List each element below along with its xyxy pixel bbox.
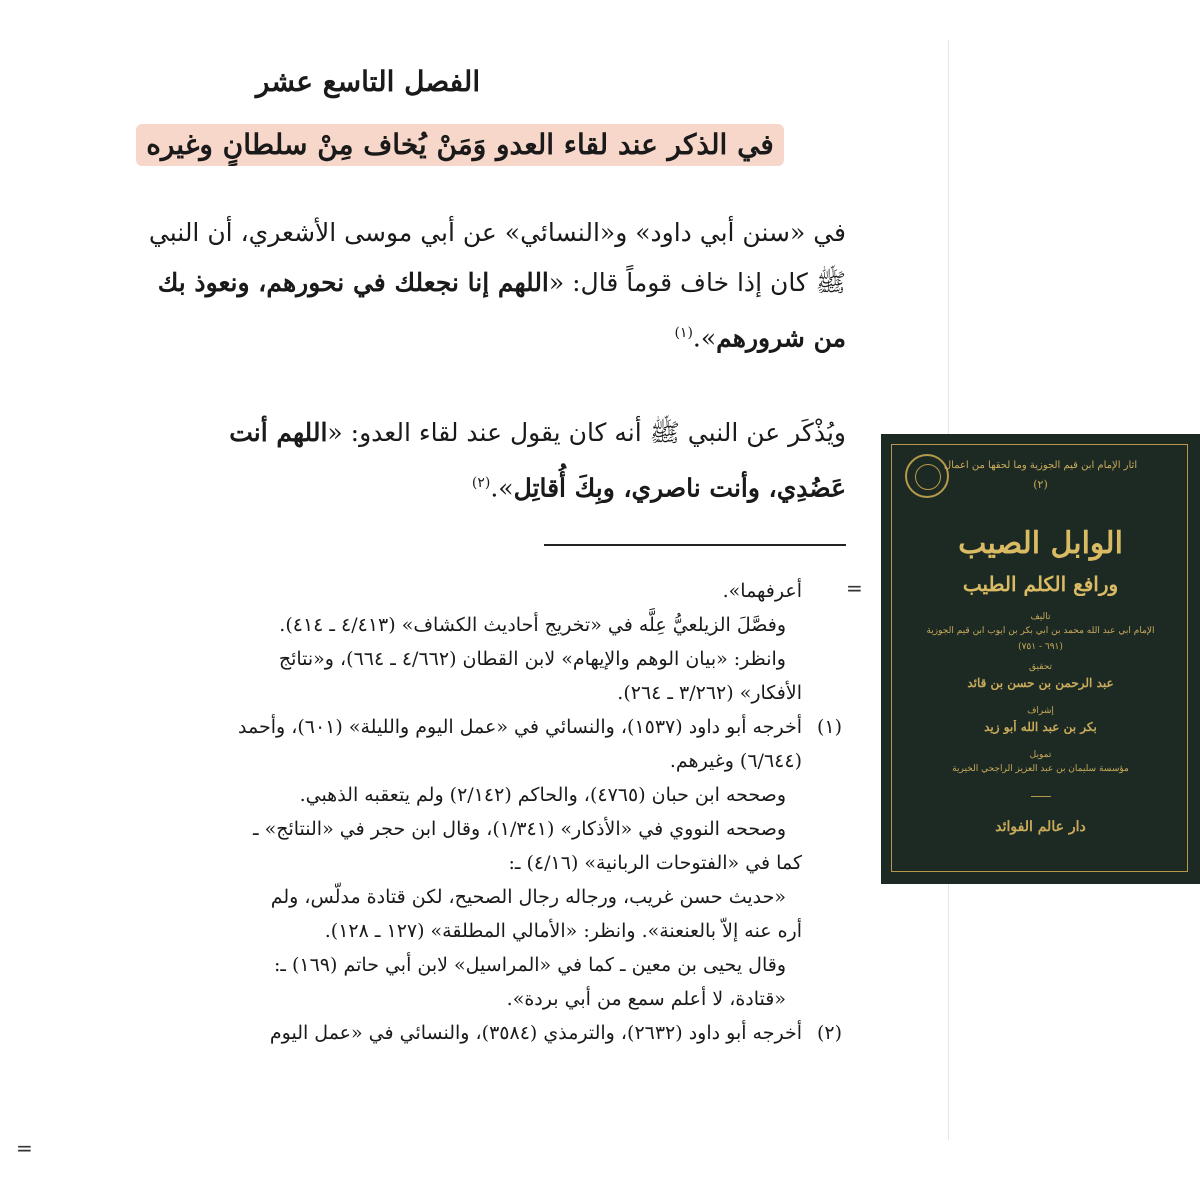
footnote-number-1: (١) <box>816 716 842 738</box>
cover-editor-label: تحقيق <box>1028 662 1053 672</box>
cover-funder-label: تمويل <box>1029 750 1052 760</box>
footnote-2: (٢)أخرجه أبو داود (٢٦٣٢)، والترمذي (٣٥٨٤)، والنسائي في «عمل اليوم <box>42 1016 842 1050</box>
footnote-number-2: (٢) <box>816 1022 842 1044</box>
footnote-line: وفصَّلَ الزيلعيُّ عِلَّه في «تخريج أحاديث الكشاف» (٤/٤١٣ ـ ٤١٤). <box>279 614 786 636</box>
paragraph-2-line-1: ويُذْكَر عن النبي ﷺ أنه كان يقول عند لقاء العدو: «اللهم أنت <box>229 418 846 447</box>
cover-publisher: دار عالم الفوائد <box>995 819 1086 835</box>
footnote-line: كما في «الفتوحات الربانية» (٤/١٦) ـ: <box>508 852 802 874</box>
footnote-line: وقال يحيى بن معين ـ كما في «المراسيل» لابن أبي حاتم (١٦٩) ـ: <box>273 954 786 976</box>
footnote-ref-2[interactable]: (٢) <box>471 475 491 491</box>
cover-author-label: تأليف <box>1030 612 1051 622</box>
continuation-mark-top: = <box>846 576 863 600</box>
cover-supervisor-label: إشراف <box>1027 706 1054 716</box>
cover-border <box>891 444 1188 872</box>
footnote-1: (١)أخرجه أبو داود (١٥٣٧)، والنسائي في «عمل اليوم والليلة» (٦٠١)، وأحمد <box>42 710 842 744</box>
paragraph-1-line-1: في «سنن أبي داود» و«النسائي» عن أبي موسى الأشعري، أن النبي <box>148 218 846 247</box>
footnote-line: (٦/٦٤٤) وغيرهم. <box>669 750 802 772</box>
footnote-line: وصححه ابن حبان (٤٧٦٥)، والحاكم (٢/١٤٢) ولم يتعقبه الذهبي. <box>299 784 786 806</box>
cover-title: الوابل الصيب <box>958 526 1123 561</box>
cover-years: (٦٩١ - ٧٥١) <box>1018 642 1063 652</box>
cover-supervisor: بكر بن عبد الله أبو زيد <box>984 720 1097 734</box>
paragraph-1-line-3: من شرورهم».$^{(١)}$ <box>674 323 846 353</box>
footnote-line: «حديث حسن غريب، ورجاله رجال الصحيح، لكن قتادة مدلّس، ولم <box>270 886 786 908</box>
paragraph-2-line-2: عَضُدِي، وأنت ناصري، وبِكَ أُقاتِل».$^{(٢)}$ <box>471 473 846 503</box>
cover-editor: عبد الرحمن بن حسن بن قائد <box>967 676 1114 690</box>
footnote-line: وانظر: «بيان الوهم والإيهام» لابن القطان (٤/٦٦٢ ـ ٦٦٤)، و«نتائج <box>278 648 786 670</box>
footnote-line: أعرفهما». <box>722 580 802 602</box>
chapter-title: الفصل التاسع عشر <box>255 65 481 98</box>
cover-subtitle: ورافع الكلم الطيب <box>962 572 1119 596</box>
footnote-line: أره عنه إلاّ بالعنعنة». وانظر: «الأمالي المطلقة» (١٢٧ ـ ١٢٨). <box>324 920 802 942</box>
footnote-line: وصححه النووي في «الأذكار» (١/٣٤١)، وقال ابن حجر في «النتائج» ـ <box>252 818 786 840</box>
footnote-line: الأفكار» (٣/٢٦٢ ـ ٢٦٤). <box>617 682 802 704</box>
cover-author: الإمام أبي عبد الله محمد بن أبي بكر بن أيوب ابن قيم الجوزية <box>926 626 1155 636</box>
footnote-line: «قتادة، لا أعلم سمع من أبي بردة». <box>506 988 786 1010</box>
paragraph-1-line-2: ﷺ كان إذا خاف قوماً قال: «اللهم إنا نجعلك في نحورهم، ونعوذ بك <box>157 268 846 297</box>
footnote-separator <box>544 544 846 546</box>
continuation-mark-bottom: = <box>16 1136 33 1160</box>
book-cover <box>881 434 1200 884</box>
paragraph-2 <box>44 408 846 513</box>
cover-series: آثار الإمام ابن قيم الجوزية وما لحقها من أعمال <box>943 460 1138 471</box>
footnote-ref-1[interactable]: (١) <box>674 325 693 341</box>
cover-volume-number: (٢) <box>1033 478 1048 491</box>
chapter-subtitle-highlighted: في الذكر عند لقاء العدو وَمَنْ يُخاف مِنْ سلطانٍ وغيره <box>136 124 784 166</box>
cover-rule <box>1031 796 1051 797</box>
cover-funder: مؤسسة سليمان بن عبد العزيز الراجحي الخيرية <box>952 764 1129 774</box>
footnotes <box>42 574 842 1050</box>
paragraph-1 <box>44 208 846 363</box>
